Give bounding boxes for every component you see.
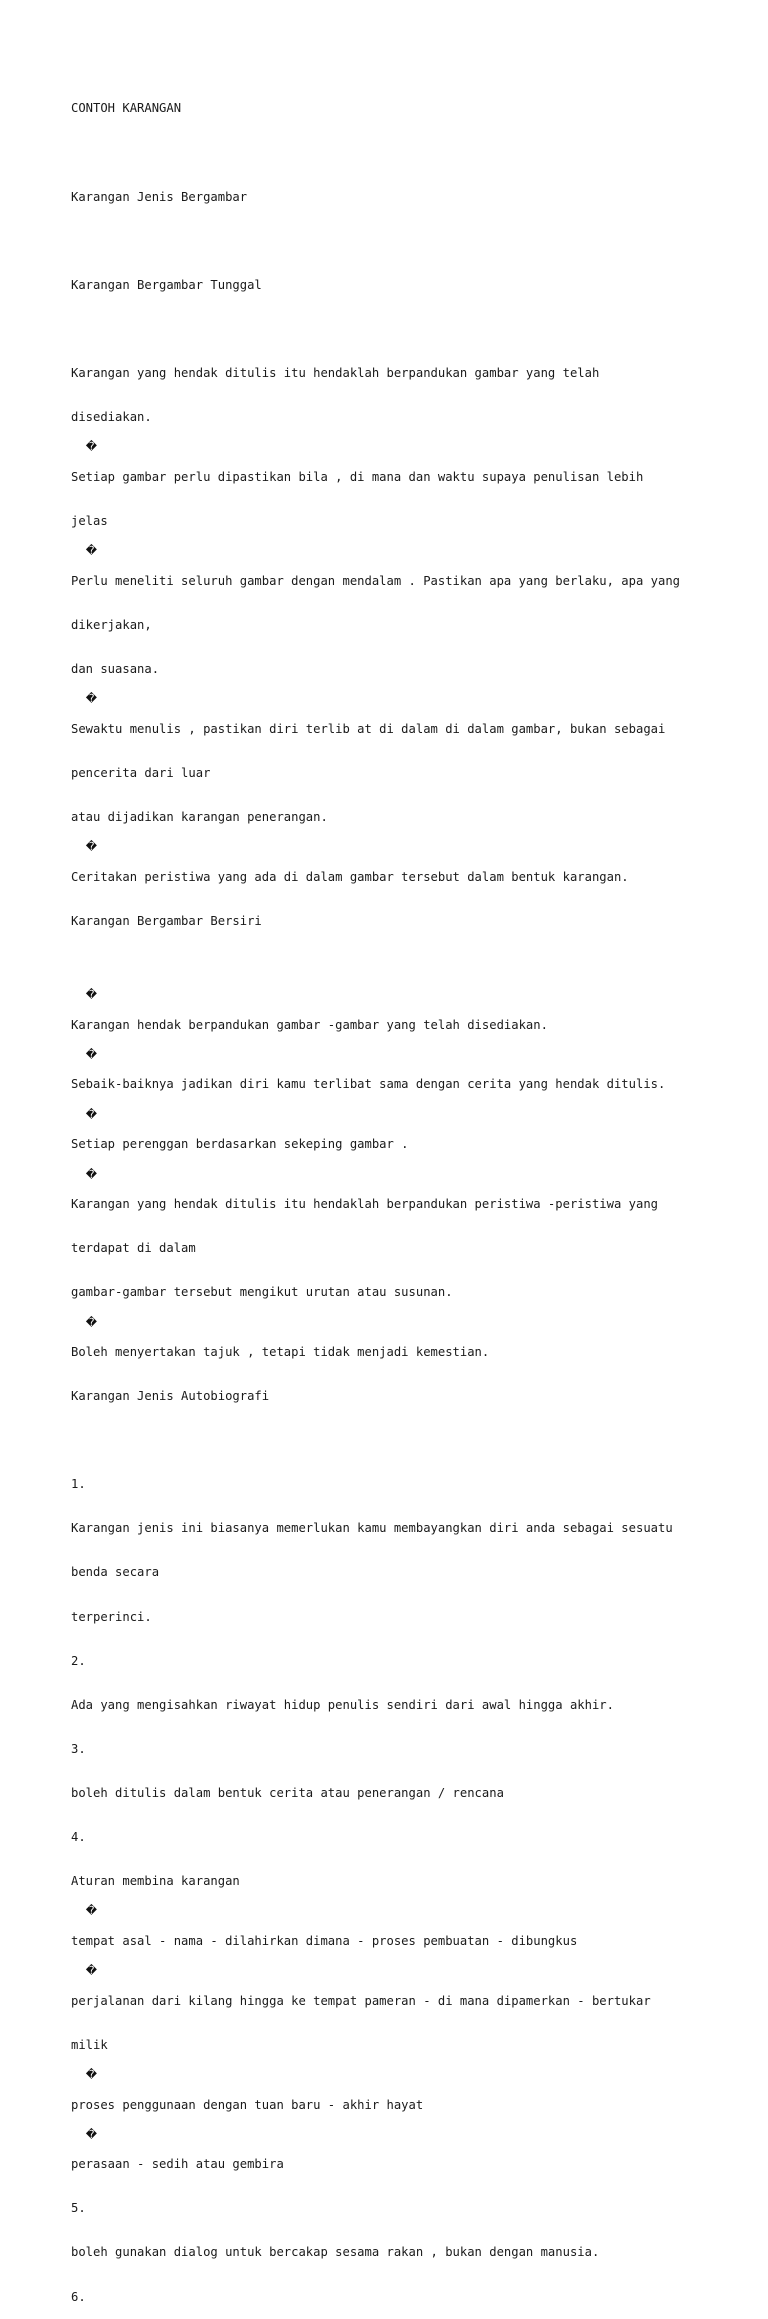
- text-line: Ada yang mengisahkan riwayat hidup penulis sendiri dari awal hingga akhir.: [71, 1697, 614, 1712]
- text-line: boleh ditulis dalam bentuk cerita atau penerangan / rencana: [71, 1785, 504, 1800]
- replacement-char-icon: �: [85, 840, 97, 854]
- replacement-char-icon: �: [85, 544, 97, 558]
- blank-line: [71, 146, 711, 161]
- text-line: terdapat di dalam: [71, 1241, 196, 1256]
- text-line: boleh gunakan dialog untuk bercakap sesama rakan , bukan dengan manusia.: [71, 2245, 600, 2260]
- text-line: Ceritakan peristiwa yang ada di dalam gambar tersebut dalam bentuk karangan.: [71, 869, 629, 884]
- text-line: dan suasana.: [71, 661, 160, 676]
- blank-line: [71, 322, 711, 337]
- text-line: benda secara: [71, 1565, 160, 1580]
- text-line: perjalanan dari kilang hingga ke tempat pameran - di mana dipamerkan - bertukar: [71, 1993, 651, 2008]
- replacement-char-icon: �: [85, 1048, 97, 1062]
- text-line: proses penggunaan dengan tuan baru - akhir hayat: [71, 2097, 424, 2112]
- section-heading: Karangan Jenis Autobiografi: [71, 1389, 270, 1404]
- list-number: 2.: [71, 1653, 86, 1668]
- text-line: Karangan hendak berpandukan gambar -gambar yang telah disediakan.: [71, 1017, 548, 1032]
- text-line: pencerita dari luar: [71, 765, 211, 780]
- replacement-char-icon: �: [85, 2068, 97, 2082]
- text-line: Setiap perenggan berdasarkan sekeping gambar .: [71, 1137, 409, 1152]
- blank-line: [71, 958, 711, 973]
- text-line: dikerjakan,: [71, 617, 152, 632]
- text-line: milik: [71, 2037, 108, 2052]
- text-line: terperinci.: [71, 1609, 152, 1624]
- blank-line: [71, 234, 711, 249]
- text-line: gambar-gambar tersebut mengikut urutan atau susunan.: [71, 1285, 453, 1300]
- text-line: Setiap gambar perlu dipastikan bila , di mana dan waktu supaya penulisan lebih: [71, 469, 644, 484]
- text-line: Sebaik-baiknya jadikan diri kamu terlibat sama dengan cerita yang hendak ditulis.: [71, 1077, 666, 1092]
- doc-title: CONTOH KARANGAN: [71, 101, 182, 116]
- section-heading: Karangan Jenis Bergambar: [71, 189, 248, 204]
- subsection-heading: Karangan Bergambar Tunggal: [71, 277, 262, 292]
- text-line: tempat asal - nama - dilahirkan dimana - proses pembuatan - dibungkus: [71, 1933, 578, 1948]
- text-line: jelas: [71, 513, 108, 528]
- replacement-char-icon: �: [85, 988, 97, 1002]
- list-number: 3.: [71, 1741, 86, 1756]
- blank-line: [71, 1433, 711, 1448]
- text-line: Sewaktu menulis , pastikan diri terlib at di dalam di dalam gambar, bukan sebagai: [71, 721, 666, 736]
- replacement-char-icon: �: [85, 1904, 97, 1918]
- subsection-heading: Karangan Bergambar Bersiri: [71, 913, 262, 928]
- text-line: Karangan yang hendak ditulis itu hendaklah berpandukan gambar yang telah: [71, 365, 600, 380]
- list-number: 5.: [71, 2201, 86, 2216]
- replacement-char-icon: �: [85, 1167, 97, 1181]
- list-number: 6.: [71, 2289, 86, 2304]
- document-body: [71, 72, 711, 2319]
- replacement-char-icon: �: [85, 692, 97, 706]
- text-line: Karangan yang hendak ditulis itu hendaklah berpandukan peristiwa -peristiwa yang: [71, 1196, 658, 1211]
- replacement-char-icon: �: [85, 1964, 97, 1978]
- text-line: Aturan membina karangan: [71, 1874, 240, 1889]
- list-number: 4.: [71, 1829, 86, 1844]
- replacement-char-icon: �: [85, 1107, 97, 1121]
- text-line: atau dijadikan karangan penerangan.: [71, 809, 328, 824]
- text-line: perasaan - sedih atau gembira: [71, 2157, 284, 2172]
- text-line: disediakan.: [71, 410, 152, 425]
- text-line: Perlu meneliti seluruh gambar dengan mendalam . Pastikan apa yang berlaku, apa yang: [71, 573, 681, 588]
- list-number: 1.: [71, 1477, 86, 1492]
- replacement-char-icon: �: [85, 1315, 97, 1329]
- text-line: Karangan jenis ini biasanya memerlukan kamu membayangkan diri anda sebagai sesuatu: [71, 1521, 673, 1536]
- text-line: Boleh menyertakan tajuk , tetapi tidak menjadi kemestian.: [71, 1344, 490, 1359]
- replacement-char-icon: �: [85, 2127, 97, 2141]
- replacement-char-icon: �: [85, 440, 97, 454]
